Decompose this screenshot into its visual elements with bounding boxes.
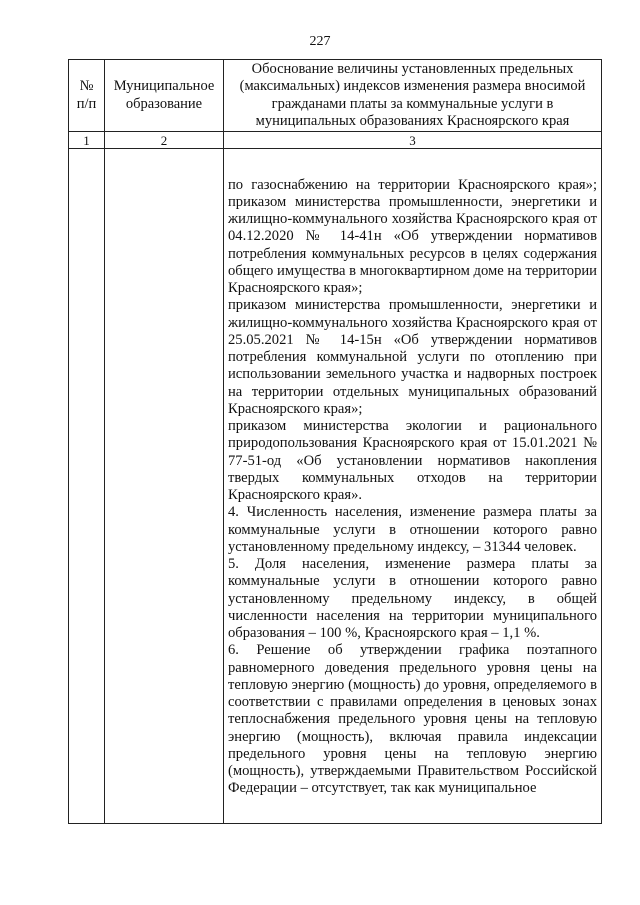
- row-number-cell: [69, 149, 105, 824]
- paragraph-gas-norms: по газоснабжению на территории Красноярского края»; приказом министерства промышленности, энергетики и жилищно-коммунального хозяйства Красноярского края от 04.12.2020 № 14-41н «Об утверждении нормативов потребления коммунальных ресурсов в целях содержания общего имущества в многоквартирном доме на территории Красноярского края»;: [228, 176, 597, 296]
- paragraph-population-share: 5. Доля населения, изменение размера платы за коммунальные услуги в отношении которого равно установленному предельному индексу, в общей численности населения на территории муниципального образования – 100 %, Красноярского края – 1,1 %.: [228, 556, 597, 641]
- paragraph-heating-norms: приказом министерства промышленности, энергетики и жилищно-коммунального хозяйства Красноярского края от 25.05.2021 № 14-15н «Об утверждении нормативов потребления коммунальной услуги по отоплению при использовании земельного участка и надворных построек на территории отдельных муниципальных образований Красноярского края»;: [228, 297, 597, 417]
- paragraph-population: 4. Численность населения, изменение размера платы за коммунальные услуги в отношении которого равно установленному предельному индексу, – 31344 человек.: [228, 504, 597, 555]
- justification-table: [68, 59, 602, 824]
- column-number-2: 2: [105, 132, 224, 149]
- header-municipality: Муниципальное образование: [105, 60, 224, 132]
- column-number-1: 1: [69, 132, 105, 149]
- column-number-3: 3: [224, 132, 602, 149]
- row-justification-cell: [224, 149, 602, 824]
- paragraph-waste-norms: приказом министерства экологии и рационального природопользования Красноярского края от 15.01.2021 № 77-51-од «Об установлении нормативов накопления твердых коммунальных отходов на территории Красноярского края».: [228, 418, 597, 503]
- column-number-row: [69, 132, 602, 149]
- header-number: № п/п: [69, 60, 105, 132]
- table-row: [69, 149, 602, 824]
- header-justification: Обоснование величины установленных предельных (максимальных) индексов изменения размера вносимой гражданами платы за коммунальные услуги в муниципальных образованиях Красноярского края: [224, 60, 602, 132]
- paragraph-heat-price-schedule: 6. Решение об утверждении графика поэтапного равномерного доведения предельного уровня цены на тепловую энергию (мощность) до уровня, определяемого в соответствии с правилами определения в ценовых зонах теплоснабжения предельного уровня цены на тепловую энергию (мощность), включая правила индексации предельного уровня цены на тепловую энергию (мощность), утверждаемыми Правительством Российской Федерации – отсутствует, так как муниципальное: [228, 642, 597, 797]
- page-number: 227: [309, 34, 331, 49]
- table-header-row: [69, 60, 602, 132]
- row-municipality-cell: [105, 149, 224, 824]
